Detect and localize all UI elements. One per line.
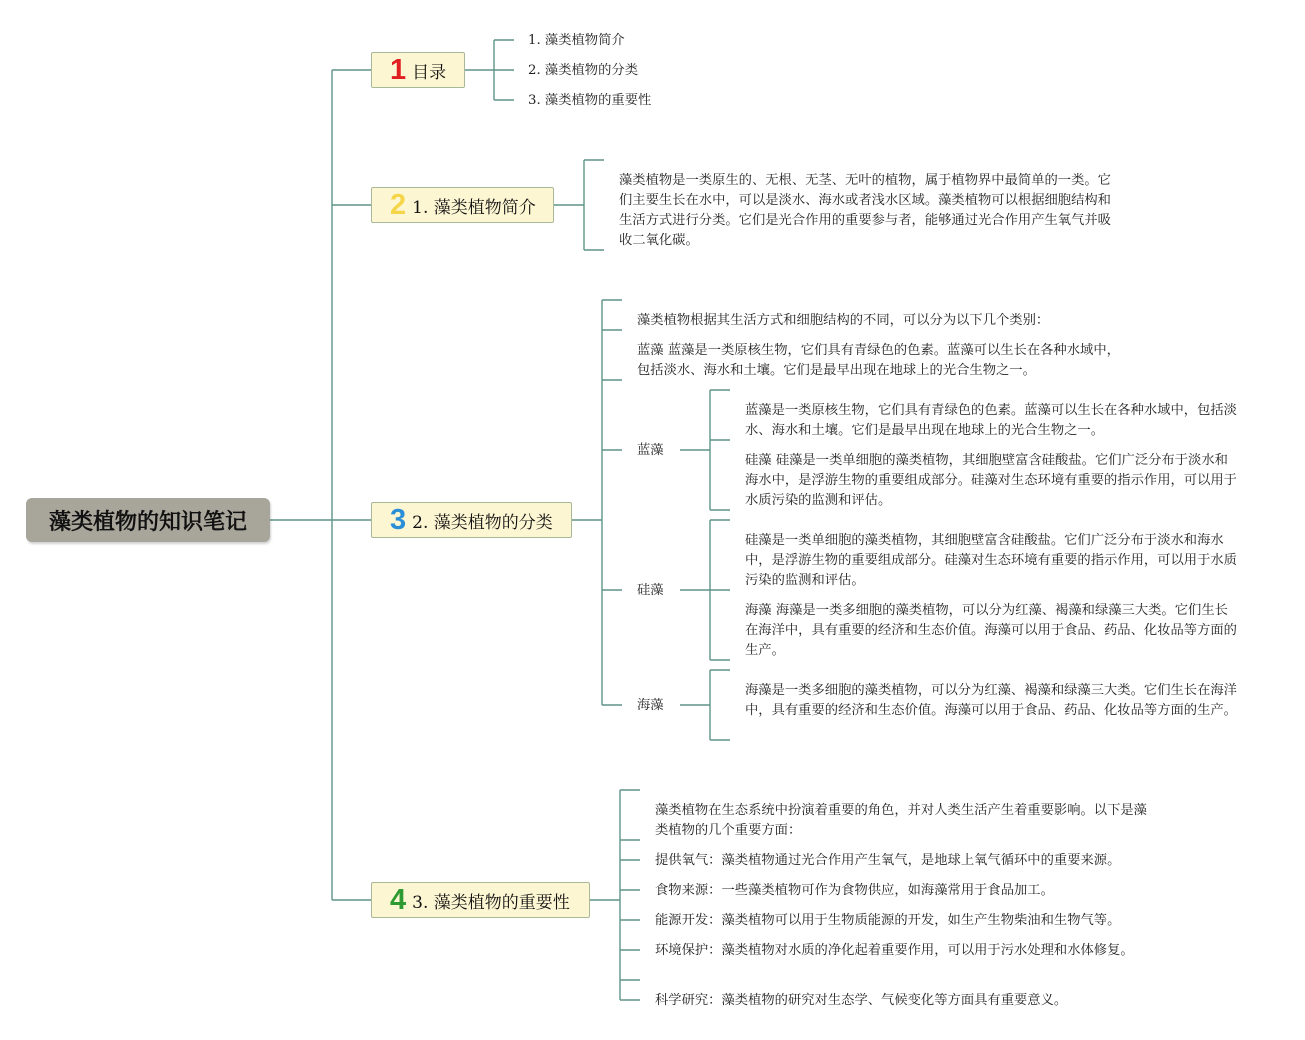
- topic-intro[interactable]: [371, 187, 554, 223]
- number-1-icon: 1: [390, 53, 407, 86]
- group-item: 海藻是一类多细胞的藻类植物，可以分为红藻、褐藻和绿藻三大类。它们生长在海洋中，具有重要的经济和生态价值。海藻可以用于食品、药品、化妆品等方面的生产。: [745, 683, 1237, 718]
- root-node[interactable]: 藻类植物的知识笔记: [26, 498, 270, 542]
- importance-item: 食物来源：一些藻类植物可作为食物供应，如海藻常用于食品加工。: [655, 883, 1054, 898]
- topic-classification[interactable]: [371, 502, 572, 538]
- number-3-icon: 3: [390, 503, 407, 536]
- number-4-icon: 4: [390, 883, 407, 916]
- importance-item: 提供氧气：藻类植物通过光合作用产生氧气，是地球上氧气循环中的重要来源。: [655, 853, 1121, 868]
- intro-text: 藻类植物是一类原生的、无根、无茎、无叶的植物，属于植物界中最简单的一类。它们主要生长在水中，可以是淡水、海水或者浅水区域。藻类植物可以根据细胞结构和生活方式进行分类。它们是光合作用的重要参与者，能够通过光合作用产生氧气并吸收二氧化碳。: [619, 173, 1111, 248]
- classification-cyano-summary: 蓝藻 蓝藻是一类原核生物，它们具有青绿色的色素。蓝藻可以生长在各种水域中，包括淡水、海水和土壤。它们是最早出现在地球上的光合生物之一。: [637, 343, 1120, 378]
- group-label-diatom[interactable]: 硅藻: [637, 583, 664, 598]
- importance-item: 能源开发：藻类植物可以用于生物质能源的开发，如生产生物柴油和生物气等。: [655, 913, 1121, 928]
- topic-label: 2. 藻类植物的分类: [412, 512, 553, 533]
- toc-item[interactable]: 1. 藻类植物简介: [528, 33, 625, 48]
- importance-intro: 藻类植物在生态系统中扮演着重要的角色，并对人类生活产生着重要影响。以下是藻类植物的几个重要方面：: [655, 803, 1147, 838]
- importance-item: 科学研究：藻类植物的研究对生态学、气候变化等方面具有重要意义。: [655, 993, 1068, 1008]
- topic-importance[interactable]: [371, 882, 590, 918]
- group-label-seaweed[interactable]: 海藻: [637, 698, 664, 713]
- importance-item: 环境保护：藻类植物对水质的净化起着重要作用，可以用于污水处理和水体修复。: [655, 943, 1134, 958]
- topic-label: 3. 藻类植物的重要性: [412, 892, 570, 913]
- number-2-icon: 2: [390, 188, 407, 221]
- toc-item[interactable]: 3. 藻类植物的重要性: [528, 93, 652, 108]
- topic-toc[interactable]: [371, 52, 465, 88]
- topic-label: 目录: [412, 62, 447, 83]
- topic-label: 1. 藻类植物简介: [412, 197, 536, 218]
- group-item: 蓝藻是一类原核生物，它们具有青绿色的色素。蓝藻可以生长在各种水域中，包括淡水、海水和土壤。它们是最早出现在地球上的光合生物之一。: [745, 403, 1237, 438]
- group-item: 海藻 海藻是一类多细胞的藻类植物，可以分为红藻、褐藻和绿藻三大类。它们生长在海洋中，具有重要的经济和生态价值。海藻可以用于食品、药品、化妆品等方面的生产。: [745, 603, 1237, 658]
- group-label-cyanobacteria[interactable]: 蓝藻: [637, 443, 664, 458]
- group-item: 硅藻是一类单细胞的藻类植物，其细胞壁富含硅酸盐。它们广泛分布于淡水和海水中，是浮游生物的重要组成部分。硅藻对生态环境有重要的指示作用，可以用于水质污染的监测和评估。: [745, 533, 1237, 588]
- classification-overview: 藻类植物根据其生活方式和细胞结构的不同，可以分为以下几个类别：: [637, 313, 1050, 328]
- group-item: 硅藻 硅藻是一类单细胞的藻类植物，其细胞壁富含硅酸盐。它们广泛分布于淡水和海水中，是浮游生物的重要组成部分。硅藻对生态环境有重要的指示作用，可以用于水质污染的监测和评估。: [745, 453, 1237, 508]
- toc-item[interactable]: 2. 藻类植物的分类: [528, 63, 638, 78]
